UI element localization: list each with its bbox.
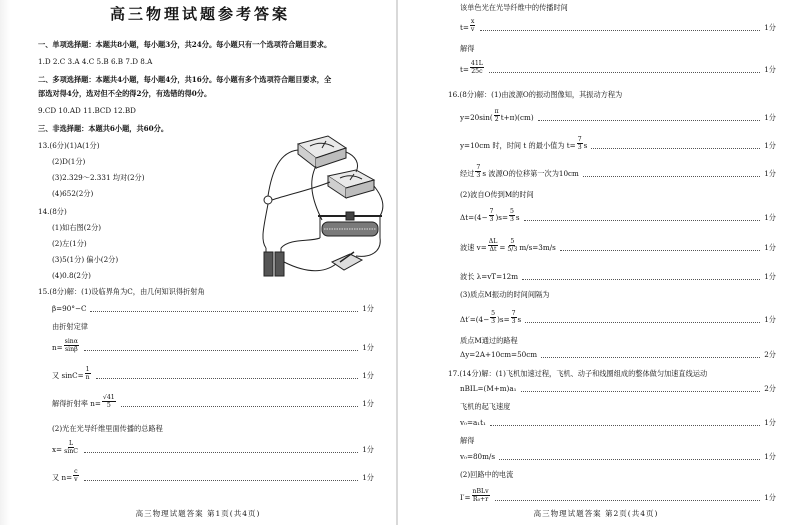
dotted-leader — [521, 391, 761, 392]
q17-head: 17.(14分)解：(1)飞机加速过程，飞机、动子和线圈组成的整体做匀加速直线运动 — [448, 369, 708, 378]
fraction: $\frac{√41}{5}$ — [102, 394, 115, 409]
q16-dy: Δy=2A+10cm=50cm — [460, 350, 538, 359]
page-2 — [398, 0, 794, 525]
q17-i-lhs: I′= — [460, 493, 471, 502]
dotted-leader — [84, 480, 359, 481]
q16-head: 16.(8分)解：(1)由波源O的振动图像知，其振动方程为 — [448, 90, 623, 99]
q16-lambda: 波长 λ=vT=12m — [460, 272, 519, 281]
q17-nbil: nBIL=(M+m)a₁ — [460, 384, 517, 393]
fraction: $\frac{41L}{25c}$ — [470, 60, 483, 75]
q15-x-row — [52, 440, 374, 455]
fraction: $\frac{7}{3}$ — [489, 208, 494, 223]
score: 2分 — [764, 384, 776, 393]
q14-part1: (1)如右图(2分) — [52, 223, 102, 232]
dotted-leader — [525, 322, 760, 323]
score: 1分 — [764, 213, 776, 222]
q16-dt-b: )s= — [495, 213, 508, 222]
circuit-diagram — [250, 130, 390, 280]
score: 1分 — [362, 371, 374, 380]
dotted-leader — [84, 350, 358, 351]
q16-dt2-c: s — [517, 315, 522, 324]
q16-y1-row — [460, 108, 776, 123]
q15-head: 15.(8分)解：(1)设临界角为C，由几何知识得折射角 — [38, 287, 205, 296]
score: 1分 — [764, 315, 776, 324]
dotted-leader — [583, 176, 760, 177]
q15-solution-lhs: 解得折射率 n= — [52, 399, 101, 408]
dotted-leader — [495, 500, 761, 501]
q15-solution-row — [52, 394, 374, 409]
rheostat-icon — [318, 212, 382, 238]
score: 1分 — [764, 23, 776, 32]
fraction: $\frac{L}{\sin C}$ — [64, 440, 78, 455]
dotted-leader — [121, 406, 359, 407]
dotted-leader — [490, 425, 760, 426]
fraction: $\frac{\pi}{2}$ — [494, 108, 499, 123]
score: 1分 — [764, 169, 776, 178]
q14-head: 14.(8分) — [38, 207, 67, 216]
terminal-icon — [264, 196, 272, 204]
score: 1分 — [362, 445, 374, 454]
q17-v80: v₀=80m/s — [460, 452, 496, 461]
q15-beta-row — [52, 304, 374, 314]
p2-t-lhs: t= — [460, 23, 469, 32]
q17-nbil-row — [460, 384, 776, 394]
section-3-heading: 三、非选择题：本题共6小题，共60分。 — [38, 124, 169, 133]
q16-y3-b: s 波源O的位移第一次为10cm — [482, 169, 579, 178]
q15-v-row — [52, 468, 374, 483]
q16-y3-a: 经过 — [460, 169, 475, 178]
q15-part2: (2)光在光导纤维里面传播的总路程 — [52, 424, 163, 433]
section-2-heading-b: 部选对得4分，选对但不全的得2分，有选错的得0分。 — [38, 89, 212, 98]
fraction: $\frac{7}{3}$ — [577, 136, 582, 151]
dotted-leader — [480, 30, 760, 31]
q17-v0: v₀=a₁t₁ — [460, 418, 486, 427]
q15-x-lhs: x= — [52, 445, 63, 454]
dotted-leader — [96, 378, 359, 379]
q17-solve: 解得 — [460, 436, 475, 445]
score: 1分 — [764, 113, 776, 122]
fraction: $\frac{c}{v}$ — [74, 468, 78, 483]
dotted-leader — [538, 120, 761, 121]
switch-icon — [332, 252, 362, 270]
dotted-leader — [591, 148, 760, 149]
q13-part3: (3)2.329～2.331 均对(2分) — [52, 173, 145, 182]
section-1-heading: 一、单项选择题：本题共8小题，每小题3分，共24分。每小题只有一个选项符合题目要求。 — [38, 40, 332, 49]
q16-v-row — [460, 238, 776, 253]
score: 1分 — [764, 243, 776, 252]
q15-sinc-lhs: 又 sinC= — [52, 371, 84, 380]
score: 1分 — [362, 343, 374, 352]
p2-t2-row — [460, 60, 776, 75]
dotted-leader — [90, 311, 358, 312]
fraction: $\frac{1}{n}$ — [85, 366, 90, 381]
p2-intro: 该单色光在光导纤维中的传播时间 — [460, 3, 568, 12]
section-2-heading-a: 二、多项选择题：本题共4小题，每小题4分，共16分。每小题有多个选项符合题目要求，全 — [38, 75, 332, 84]
dotted-leader — [524, 220, 761, 221]
section-1-answers: 1.D 2.C 3.A 4.C 5.B 6.B 7.D 8.A — [38, 57, 153, 66]
page-title: 高三物理试题参考答案 — [109, 5, 290, 23]
score: 1分 — [764, 65, 776, 74]
score: 1分 — [764, 452, 776, 461]
fraction: $\frac{\Delta L}{\Delta t}$ — [488, 238, 498, 253]
dotted-leader — [499, 459, 760, 460]
page-1 — [0, 0, 396, 525]
fraction: $\frac{\text{nBLv}}{\text{R₀+r}}$ — [472, 488, 489, 503]
q16-y3-row — [460, 164, 776, 179]
page-1-footer: 高三物理试题答案 第1页(共4页) — [135, 509, 261, 518]
q16-dt2-a: Δt′=(4− — [460, 315, 490, 324]
q16-dt-c: s — [515, 213, 520, 222]
dotted-leader — [522, 279, 760, 280]
q16-dt2-row — [460, 310, 776, 325]
score: 1分 — [764, 493, 776, 502]
q16-v-a: 波速 v= — [460, 243, 487, 252]
q13-part2: (2)D(1分) — [52, 157, 86, 166]
page-2-footer: 高三物理试题答案 第2页(共4页) — [533, 509, 659, 518]
fraction: $\frac{5}{5/3}$ — [507, 238, 518, 253]
q16-y2-a: y=10cm 时，时间 t 的最小值为 t= — [460, 141, 576, 150]
score: 1分 — [362, 399, 374, 408]
q13-part4: (4)652(2分) — [52, 189, 94, 198]
q16-dt2-b: )s= — [497, 315, 510, 324]
q15-v-lhs: 又 n= — [52, 473, 73, 482]
q16-y2-b: s — [583, 141, 588, 150]
q17-v: 飞机的起飞速度 — [460, 402, 511, 411]
q15-n-lhs: n= — [52, 343, 63, 352]
fraction: $\frac{x}{v}$ — [470, 18, 475, 33]
dotted-leader — [541, 357, 760, 358]
score: 1分 — [764, 272, 776, 281]
fraction: $\frac{\sin\alpha}{\sin\beta}$ — [64, 338, 78, 353]
score: 1分 — [764, 141, 776, 150]
dotted-leader — [560, 250, 760, 251]
q16-part2: (2)波自O传到M的时间 — [460, 190, 534, 199]
fraction: $\frac{7}{3}$ — [511, 310, 516, 325]
q16-lambda-row — [460, 272, 776, 282]
q16-y2-row — [460, 136, 776, 151]
score: 1分 — [362, 304, 374, 313]
p2-t2-lhs: t= — [460, 65, 469, 74]
fraction: $\frac{5}{3}$ — [509, 208, 514, 223]
ammeter-icon — [328, 170, 374, 198]
page-1-edge-shadow — [0, 0, 10, 525]
fraction: $\frac{5}{3}$ — [491, 310, 496, 325]
q14-part2: (2)左(1分) — [52, 239, 87, 248]
battery-icon — [264, 248, 284, 276]
q16-v-c: m/s=3m/s — [519, 243, 556, 252]
q15-n-row — [52, 338, 374, 353]
fraction: $\frac{7}{3}$ — [476, 164, 481, 179]
q15-beta: β=90°−C — [52, 304, 87, 313]
q16-v-b: = — [499, 243, 506, 252]
q16-part3: (3)质点M振动的时间间隔为 — [460, 290, 550, 299]
q16-y1-a: y=20sin( — [460, 113, 493, 122]
q16-dy-row — [460, 350, 776, 360]
q17-i-row — [460, 488, 776, 503]
q16-dt-a: Δt=(4− — [460, 213, 488, 222]
q17-v0-row — [460, 418, 776, 428]
dotted-leader — [489, 72, 760, 73]
q14-part4: (4)0.8(2分) — [52, 271, 91, 280]
p2-solve: 解得 — [460, 44, 475, 53]
q15-sinc-row — [52, 366, 374, 381]
section-2-answers: 9.CD 10.AD 11.BCD 12.BD — [38, 106, 136, 115]
score: 2分 — [764, 350, 776, 359]
q16-y1-b: t+π)(cm) — [500, 113, 534, 122]
q14-part3: (3)5(1分) 偏小(2分) — [52, 255, 119, 264]
q16-path: 质点M通过的路程 — [460, 336, 518, 345]
score: 1分 — [764, 418, 776, 427]
q17-part2: (2)回路中的电流 — [460, 470, 514, 479]
score: 1分 — [362, 473, 374, 482]
q15-law: 由折射定律 — [52, 322, 88, 331]
voltmeter-icon — [298, 136, 346, 168]
q16-dt-row — [460, 208, 776, 223]
dotted-leader — [84, 452, 358, 453]
p2-t-row — [460, 18, 776, 33]
q13-part1: 13.(6分)(1)A(1分) — [38, 141, 100, 150]
q17-v80-row — [460, 452, 776, 462]
